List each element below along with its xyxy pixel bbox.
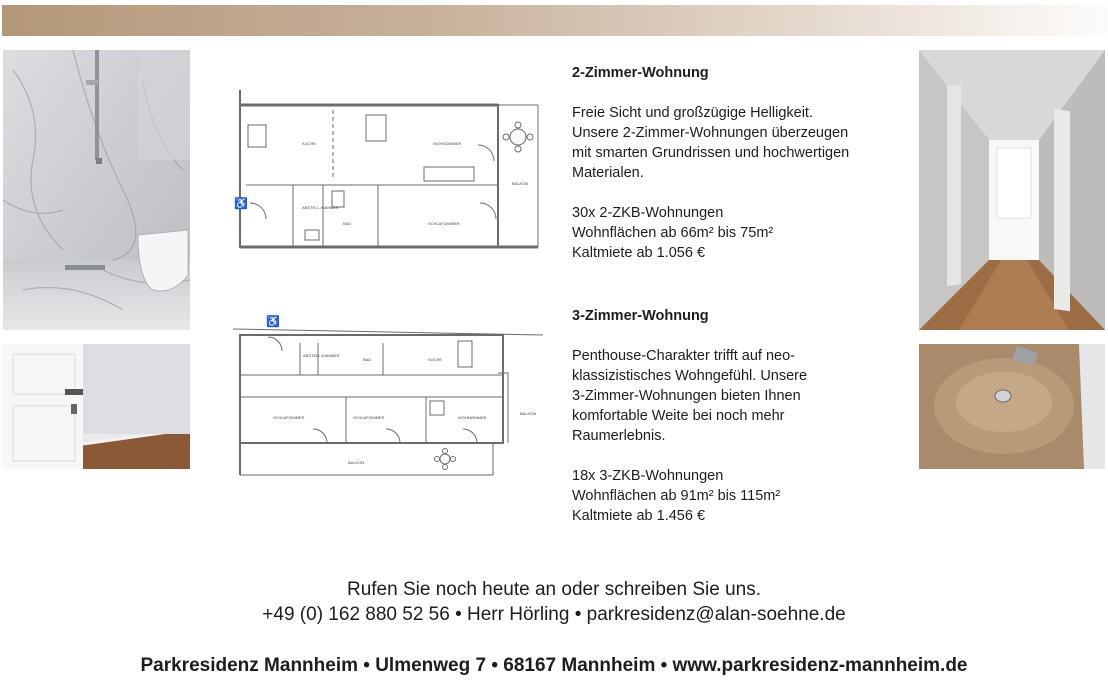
header-gradient-bar — [2, 5, 1106, 36]
room-label: BALKON — [512, 181, 529, 186]
two-room-count: 30x 2-ZKB-Wohnungen — [572, 205, 724, 221]
three-room-info — [572, 306, 902, 526]
contact-details[interactable]: +49 (0) 162 880 52 56 • Herr Hörling • parkresidenz@alan-soehne.de — [262, 604, 846, 625]
room-label: KÜCHE — [302, 141, 317, 146]
footer-address: Parkresidenz Mannheim • Ulmenweg 7 • 68167 Mannheim • www.parkresidenz-mannheim.de — [140, 655, 968, 676]
three-room-count: 18x 3-ZKB-Wohnungen — [572, 468, 724, 484]
room-label: SCHLAFZIMMER — [273, 415, 305, 420]
room-label: BALKON — [520, 411, 537, 416]
room-label: BAD — [363, 357, 372, 362]
wheelchair-icon: ♿ — [266, 316, 280, 328]
two-room-rent: Kaltmiete ab 1.056 € — [572, 245, 706, 261]
two-room-area: Wohnflächen ab 66m² bis 75m² — [572, 225, 774, 241]
two-room-desc-line: Freie Sicht und großzügige Helligkeit. — [572, 105, 813, 121]
two-room-info — [572, 63, 902, 263]
room-label: WOHNZIMMER — [433, 141, 462, 146]
floor-plan-two-room — [228, 85, 543, 255]
three-room-desc-line: klassizistisches Wohngefühl. Unsere — [572, 368, 808, 384]
room-label: BALKON — [348, 460, 365, 465]
three-room-desc-line: Penthouse-Charakter trifft auf neo- — [572, 348, 795, 364]
two-room-title: 2-Zimmer-Wohnung — [572, 65, 709, 81]
two-room-desc-line: Materialen. — [572, 165, 644, 181]
room-label: SCHLAFZIMMER — [353, 415, 385, 420]
room-label: ABSTELL-KAMMER — [303, 353, 340, 358]
three-room-desc-line: komfortable Weite bei noch mehr — [572, 408, 785, 424]
hallway-photo — [919, 50, 1105, 330]
room-label: KÜCHE — [428, 357, 443, 362]
two-room-desc-line: mit smarten Grundrissen und hochwertigen — [572, 145, 850, 161]
door-photo — [3, 344, 190, 469]
contact-line: Rufen Sie noch heute an oder schreiben Sie uns. — [346, 579, 762, 600]
bathroom-photo — [3, 50, 190, 330]
three-room-area: Wohnflächen ab 91m² bis 115m² — [572, 488, 781, 504]
floor-plan-three-room — [228, 313, 546, 478]
wheelchair-icon: ♿ — [234, 198, 248, 210]
two-room-desc-line: Unsere 2-Zimmer-Wohnungen überzeugen — [572, 125, 849, 141]
room-label: WOHNZIMMER — [458, 415, 487, 420]
three-room-title: 3-Zimmer-Wohnung — [572, 308, 709, 324]
room-label: ABSTELL-KAMMER — [302, 205, 339, 210]
sink-photo — [919, 344, 1105, 469]
room-label: BAD — [343, 221, 352, 226]
three-room-rent: Kaltmiete ab 1.456 € — [572, 508, 706, 524]
room-label: SCHLAFZIMMER — [428, 221, 460, 226]
three-room-desc-line: Raumerlebnis. — [572, 428, 666, 444]
three-room-desc-line: 3-Zimmer-Wohnungen bieten Ihnen — [572, 388, 801, 404]
